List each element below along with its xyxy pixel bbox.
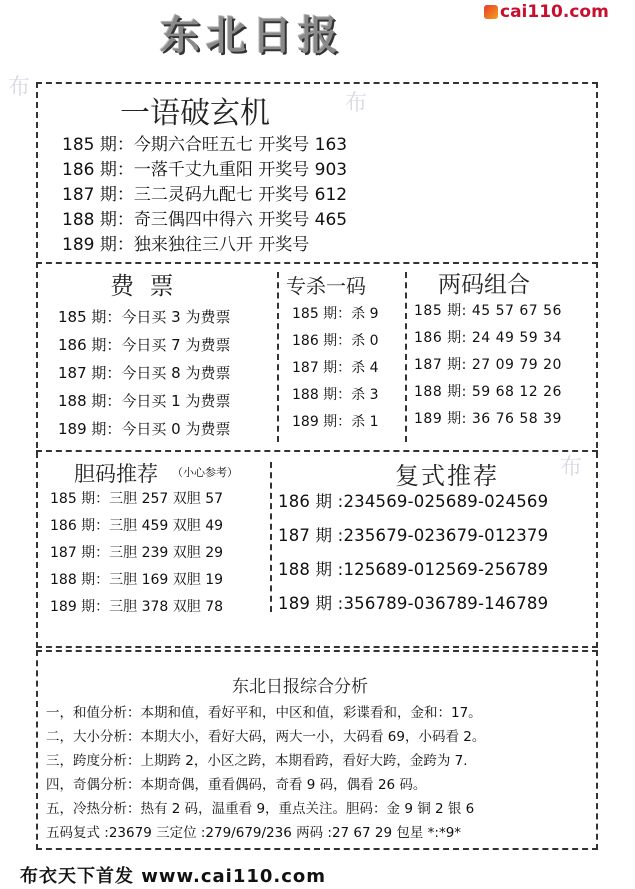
fushi-row: 188 期 :125689-012569-256789 <box>278 560 549 579</box>
fee-row: 185 期：今日买 3 为费票 <box>58 308 231 326</box>
site-tag[interactable]: cai110.com <box>500 2 609 22</box>
watermark-glyph: 布 <box>8 75 31 100</box>
fee-row: 188 期：今日买 1 为费票 <box>58 392 231 410</box>
fee-row: 186 期：今日买 7 为费票 <box>58 336 231 354</box>
dan-row: 186 期：三胆 459 双胆 49 <box>50 518 224 534</box>
site-logo-icon <box>484 5 498 19</box>
two-code-row: 186 期: 24 49 59 34 <box>414 330 562 346</box>
dan-note: （小心参考） <box>172 466 238 479</box>
kill-row: 187 期：杀 4 <box>292 360 379 376</box>
divider <box>36 450 598 452</box>
masthead-title: 东北日报 <box>160 13 344 59</box>
watermark-glyph: 布 <box>560 455 583 480</box>
analysis-row: 五码复式 :23679 三定位 :279/679/236 两码 :27 67 29 包星 *:*9* <box>46 825 462 841</box>
fee-row: 187 期：今日买 8 为费票 <box>58 364 231 382</box>
fee-row: 189 期：今日买 0 为费票 <box>58 420 231 438</box>
dan-row: 188 期：三胆 169 双胆 19 <box>50 572 224 588</box>
puzzle-row: 189 期：独来独往三八开 开奖号 <box>62 235 310 255</box>
kill-title: 专杀一码 <box>286 274 366 298</box>
puzzle-title: 一语破玄机 <box>120 96 270 131</box>
kill-row: 188 期：杀 3 <box>292 387 379 403</box>
two-code-row: 188 期: 59 68 12 26 <box>414 384 562 400</box>
analysis-row: 二，大小分析：本期大小，看好大码，两大一小，大码看 69，小码看 2。 <box>46 729 486 745</box>
fushi-row: 187 期 :235679-023679-012379 <box>278 526 549 545</box>
kill-row: 189 期：杀 1 <box>292 414 379 430</box>
two-code-row: 187 期: 27 09 79 20 <box>414 357 562 373</box>
divider <box>270 462 272 612</box>
analysis-row: 五，冷热分析：热有 2 码，温重看 9，重点关注。胆码：金 9 铜 2 银 6 <box>46 801 475 817</box>
fushi-title: 复式推荐 <box>395 462 499 490</box>
fee-title: 费 票 <box>110 272 178 300</box>
kill-row: 185 期：杀 9 <box>292 306 379 322</box>
puzzle-row: 188 期：奇三偶四中得六 开奖号 465 <box>62 210 348 230</box>
analysis-row: 四，奇偶分析：本期奇偶，重看偶码，奇看 9 码，偶看 26 码。 <box>46 777 427 793</box>
dan-row: 189 期：三胆 378 双胆 78 <box>50 599 224 615</box>
kill-row: 186 期：杀 0 <box>292 333 379 349</box>
fushi-row: 186 期 :234569-025689-024569 <box>278 492 549 511</box>
dan-row: 187 期：三胆 239 双胆 29 <box>50 545 224 561</box>
puzzle-row: 187 期：三二灵码九配七 开奖号 612 <box>62 185 348 205</box>
divider <box>405 272 407 442</box>
analysis-row: 三，跨度分析：上期跨 2，小区之跨，本期看跨，看好大跨，金跨为 7. <box>46 753 468 769</box>
two-code-title: 两码组合 <box>438 272 530 298</box>
puzzle-row: 185 期：今期六合旺五七 开奖号 163 <box>62 135 348 155</box>
fushi-row: 189 期 :356789-036789-146789 <box>278 594 549 613</box>
divider <box>36 262 598 264</box>
divider <box>277 272 279 442</box>
two-code-row: 189 期: 36 76 58 39 <box>414 411 562 427</box>
dan-title: 胆码推荐 <box>74 462 158 486</box>
analysis-title: 东北日报综合分析 <box>232 677 368 697</box>
dan-row: 185 期：三胆 257 双胆 57 <box>50 491 224 507</box>
watermark-glyph: 布 <box>345 91 368 116</box>
puzzle-row: 186 期：一落千丈九重阳 开奖号 903 <box>62 160 348 180</box>
footer-credit: 布衣天下首发 www.cai110.com <box>20 866 327 887</box>
analysis-row: 一，和值分析：本期和值，看好平和，中区和值，彩谍看和，金和：17。 <box>46 705 482 721</box>
two-code-row: 185 期: 45 57 67 56 <box>414 303 562 319</box>
